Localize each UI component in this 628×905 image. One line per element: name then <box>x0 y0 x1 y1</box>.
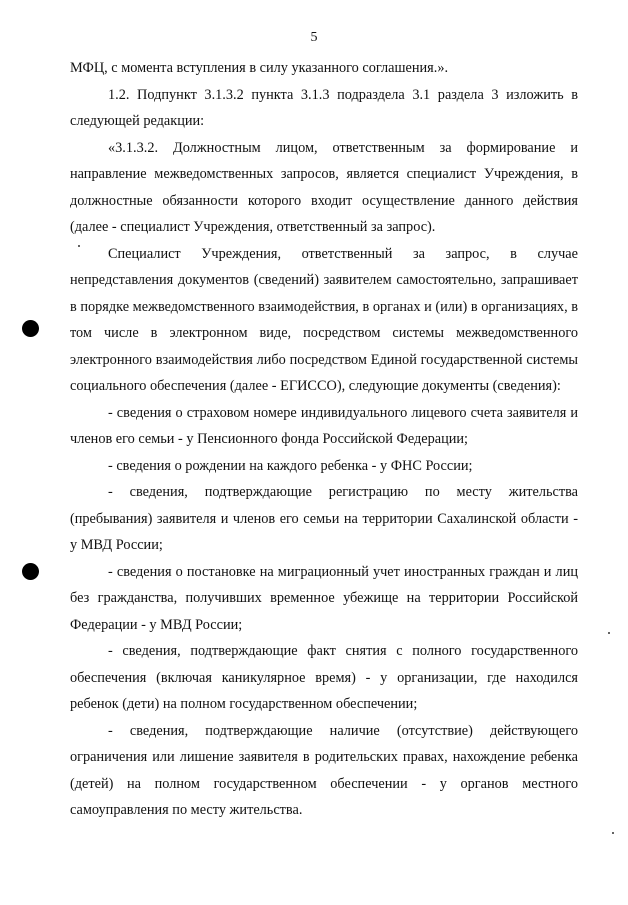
list-item-parental-rights: - сведения, подтверждающие наличие (отсутствие) действующего ограничения или лишение заявителя в родительских правах, нахождение ребенка (детей) на полном государственном обеспечении - у органов местного самоуправления по месту жительства. <box>70 722 578 818</box>
list-item-migration: - сведения о постановке на миграционный учет иностранных граждан и лиц без гражданства, получивших временное убежище на территории Российской Федерации - у МВД России; <box>70 563 578 633</box>
punch-hole-top <box>22 320 39 337</box>
paragraph-continuation: МФЦ, с момента вступления в силу указанного соглашения.». <box>70 60 449 76</box>
paragraph-amendment-intro: 1.2. Подпункт 3.1.3.2 пункта 3.1.3 подраздела 3.1 раздела 3 изложить в следующей редакции: <box>70 86 578 129</box>
document-body <box>70 55 578 824</box>
list-item-registration: - сведения, подтверждающие регистрацию по месту жительства (пребывания) заявителя и членов его семьи на территории Сахалинской области - у МВД России; <box>70 484 578 553</box>
paragraph-specialist-requests: Специалист Учреждения, ответственный за запрос, в случае непредставления документов (сведений) заявителем самостоятельно, запрашивает в порядке межведомственного взаимодействия, в органах и (или) в организациях, в том числе в электронном виде, посредством системы межведомственного электронного взаимодействия либо посредством Единой государственной системы социального обеспечения (далее - ЕГИССО), следующие документы (сведения): <box>70 245 578 394</box>
list-item-birth: - сведения о рождении на каждого ребенка - у ФНС России; <box>108 457 473 474</box>
list-item-snils: - сведения о страховом номере индивидуального лицевого счета заявителя и членов его семьи - у Пенсионного фонда Российской Федерации; <box>70 404 578 447</box>
scan-speck <box>612 832 614 834</box>
scan-speck <box>608 632 610 634</box>
paragraph-3-1-3-2: «3.1.3.2. Должностным лицом, ответственным за формирование и направление межведомственных запросов, является специалист Учреждения, в должностные обязанности которого входит осуществление данного действия (далее - специалист Учреждения, ответственный за запрос). <box>70 139 578 235</box>
page-number: 5 <box>310 30 318 45</box>
list-item-state-support: - сведения, подтверждающие факт снятия с полного государственного обеспечения (включая каникулярное время) - у организации, где находился ребенок (дети) на полном государственном обеспечении; <box>70 643 578 712</box>
punch-hole-bottom <box>22 563 39 580</box>
